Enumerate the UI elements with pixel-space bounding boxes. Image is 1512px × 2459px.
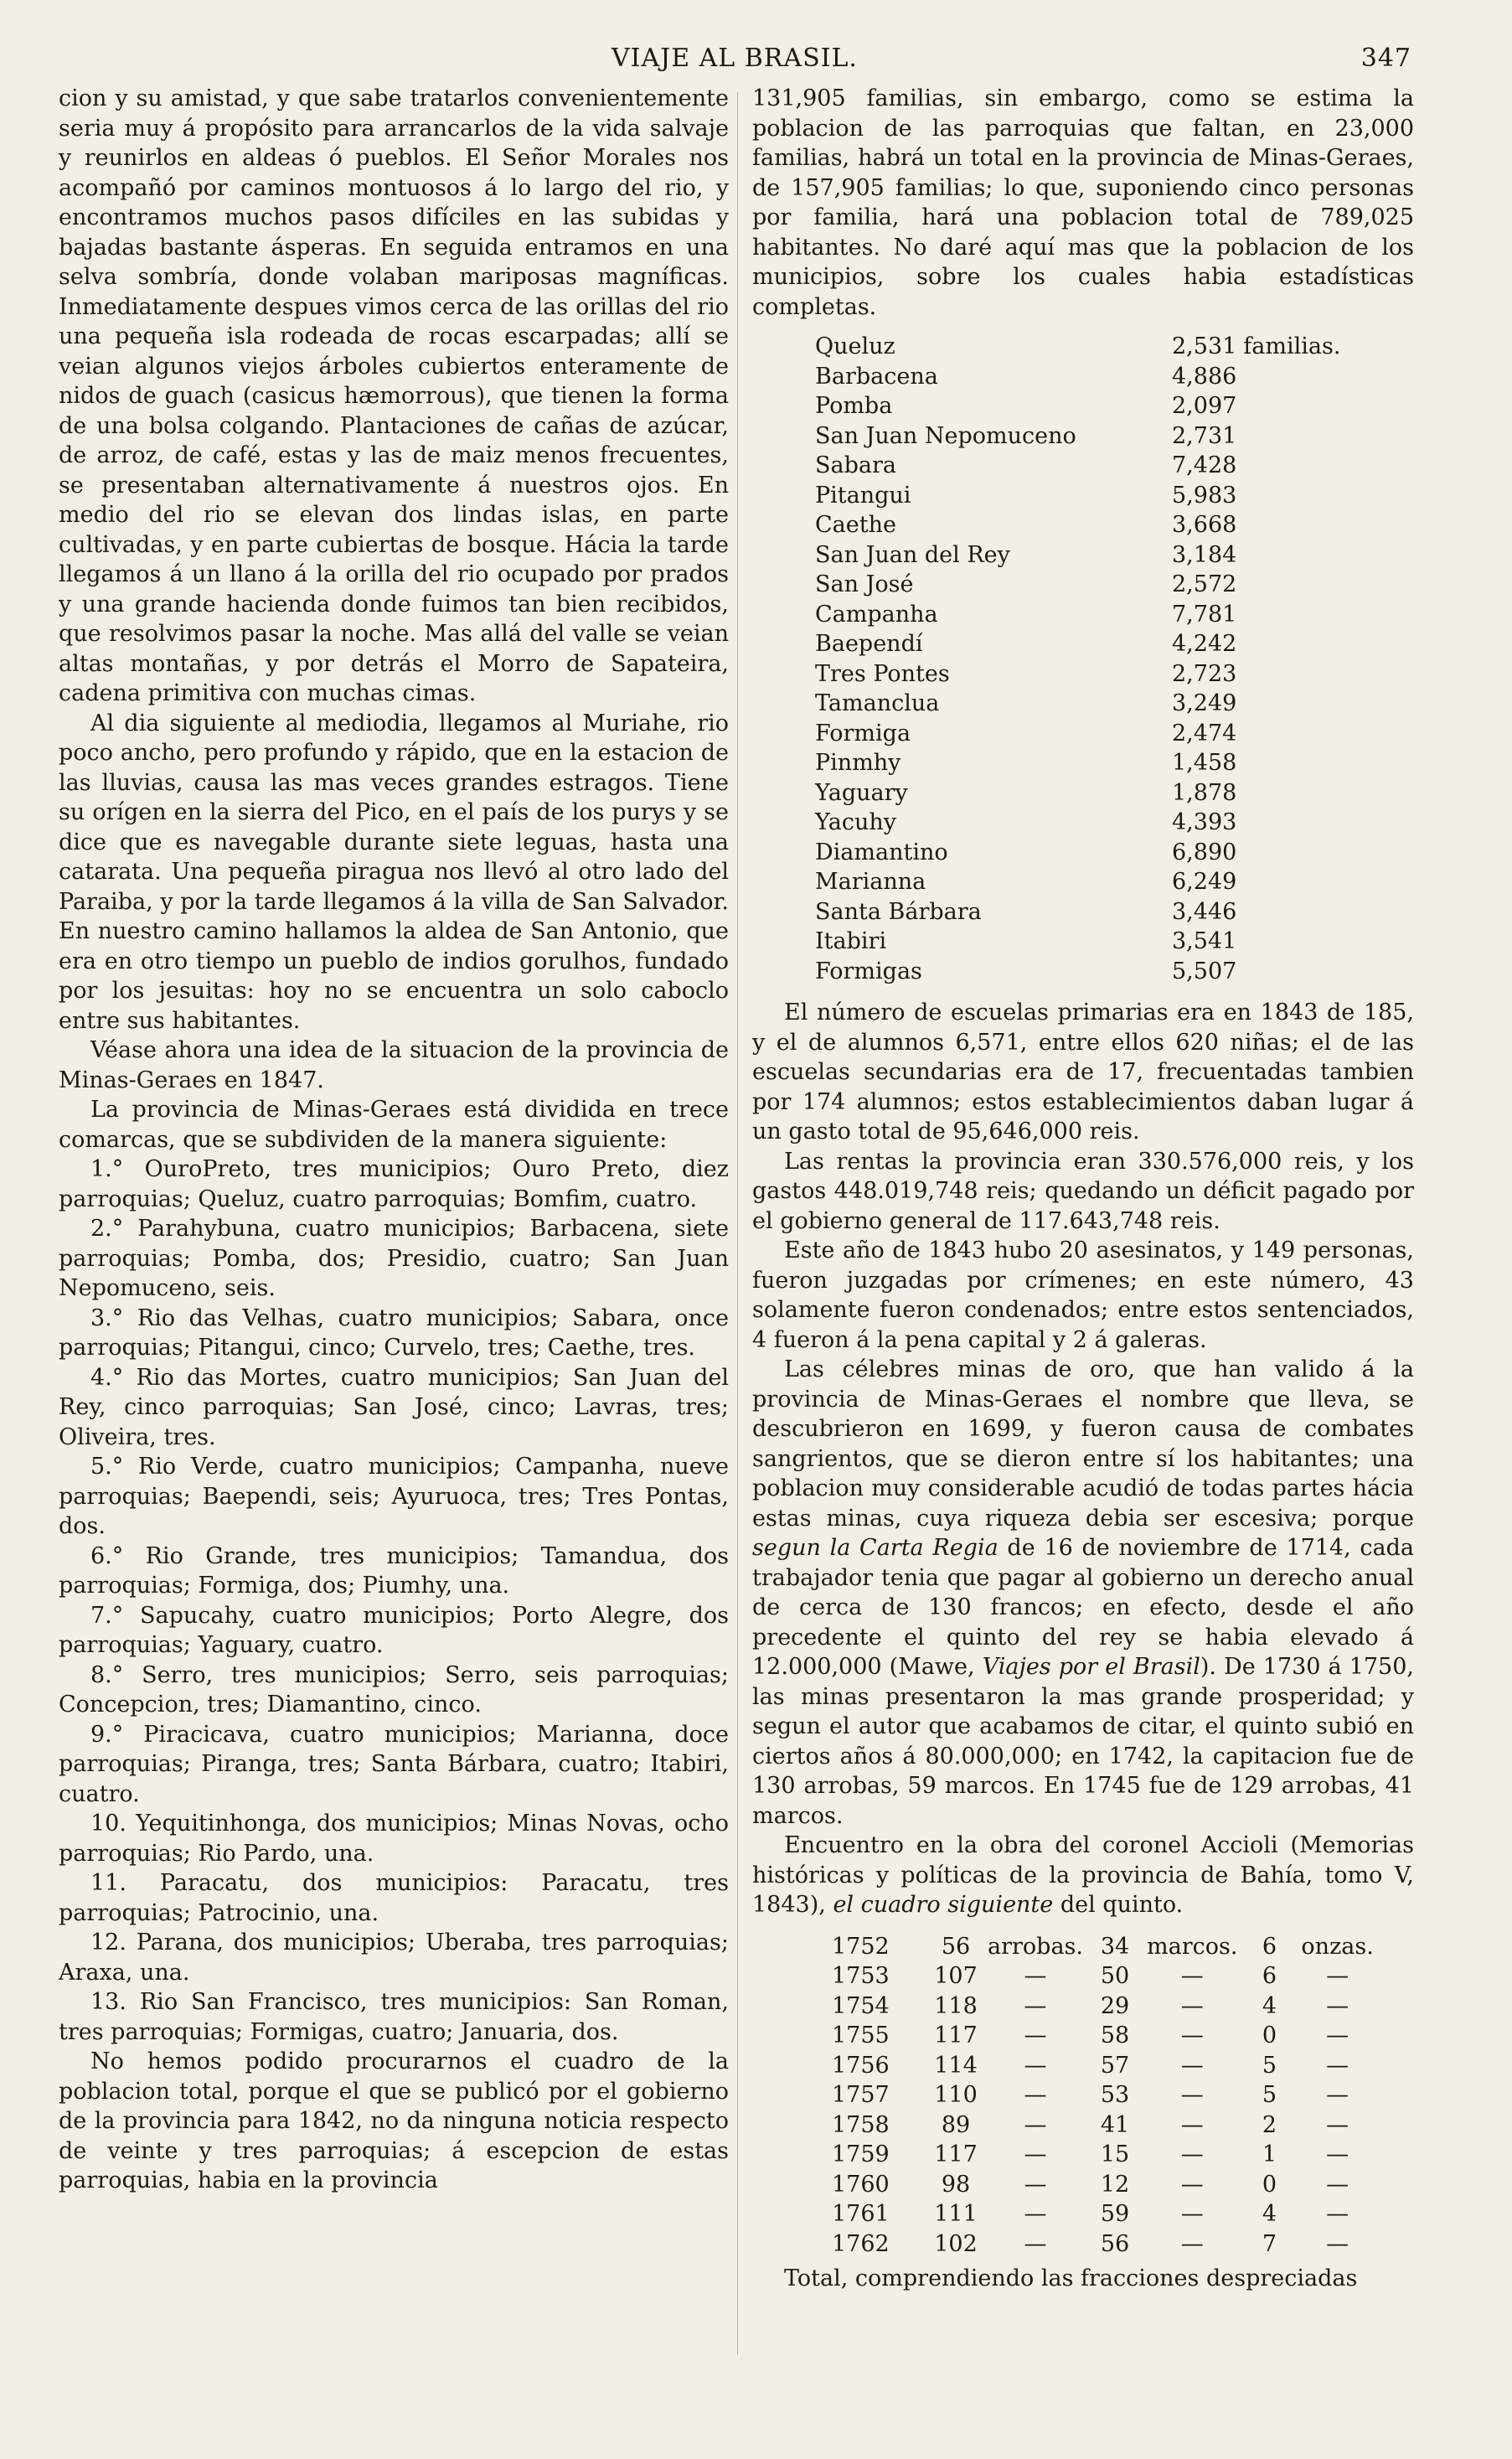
- municipio-row: [815, 362, 1340, 392]
- municipio-families: 4,393: [1172, 809, 1237, 835]
- municipio-name: San Juan Nepomuceno: [815, 422, 1076, 449]
- comarca-item: 2.° Parahybuna, cuatro municipios; Barbacena, siete parroquias; Pomba, dos; Presidio, cuatro; San Juan Nepomuceno, seis.: [59, 1216, 729, 1301]
- municipio-name: Queluz: [815, 333, 895, 359]
- municipio-unit: [1236, 867, 1340, 897]
- marcos-cell: 41: [1100, 2111, 1130, 2138]
- marcos-cell: 58: [1100, 2022, 1130, 2048]
- running-title: VIAJE AL BRASIL.: [612, 44, 858, 73]
- dash-cell: —: [1180, 2082, 1204, 2108]
- arrobas-cell: 117: [934, 2141, 978, 2167]
- arrobas-cell: 118: [934, 1992, 978, 2019]
- municipio-unit: [1236, 481, 1340, 511]
- municipio-name: Itabiri: [815, 928, 887, 954]
- municipio-unit: [1236, 927, 1340, 957]
- marcos-cell: 59: [1100, 2201, 1130, 2227]
- municipio-unit: [1236, 719, 1340, 749]
- paragraph: Este año de 1843 hubo 20 asesinatos, y 149 personas, fueron juzgadas por crímenes; en este número, 43 solamente fueron condenados; entre estos sentenciados, 4 fueron á la pena capital y 2 á galeras.: [752, 1237, 1414, 1353]
- dash-cell: —: [1180, 2201, 1204, 2227]
- unit-cell: arrobas.: [988, 1933, 1083, 1960]
- municipio-unit: [1236, 808, 1340, 838]
- onzas-cell: 4: [1262, 1992, 1277, 2019]
- municipio-row: [815, 838, 1340, 868]
- municipio-families: 6,890: [1172, 839, 1237, 865]
- municipio-row: [815, 897, 1340, 927]
- comarca-item: 11. Paracatu, dos municipios: Paracatu, tres parroquias; Patrocinio, una.: [59, 1870, 729, 1926]
- dash-cell: —: [1180, 2052, 1204, 2079]
- page-header: [59, 44, 1411, 80]
- comarca-item: 7.° Sapucahy, cuatro municipios; Porto Alegre, dos parroquias; Yaguary, cuatro.: [59, 1602, 729, 1658]
- municipio-families: 2,097: [1172, 393, 1237, 419]
- municipio-row: [815, 570, 1340, 600]
- italic-text: segun la Carta Regia: [752, 1535, 999, 1561]
- text-run: Las célebres minas de oro, que han valido á la provincia de Minas-Geraes el nombre que lleva, se descubrieron en 1699, y fueron causa de combates sangrientos, que se dieron entre sí los habitantes; una poblacion muy considerable acudió de todas partes hácia estas minas, cuya riqueza debia ser escesiva; porque: [752, 1356, 1414, 1532]
- arrobas-cell: 111: [934, 2201, 978, 2227]
- municipio-row: [815, 778, 1340, 808]
- dash-cell: —: [1024, 2201, 1047, 2227]
- marcos-cell: 34: [1100, 1933, 1130, 1960]
- unit-cell: onzas.: [1301, 1933, 1374, 1960]
- municipio-row: [815, 808, 1340, 838]
- municipio-unit: familias.: [1243, 333, 1341, 359]
- quinto-row: [832, 1991, 1379, 2022]
- dash-cell: —: [1180, 2230, 1204, 2257]
- municipio-unit: [1236, 629, 1340, 659]
- municipios-table: [815, 332, 1340, 986]
- dash-cell: —: [1024, 2230, 1047, 2257]
- year-cell: 1754: [832, 1992, 890, 2019]
- year-cell: 1753: [832, 1963, 890, 1989]
- marcos-cell: 12: [1100, 2171, 1130, 2198]
- dash-cell: —: [1180, 1963, 1204, 1989]
- municipio-name: Marianna: [815, 869, 926, 895]
- municipio-families: 6,249: [1172, 869, 1237, 895]
- municipio-row: [815, 629, 1340, 659]
- municipio-families: 3,446: [1172, 898, 1237, 925]
- comarca-item: 1.° OuroPreto, tres municipios; Ouro Preto, diez parroquias; Queluz, cuatro parroquias; Bomfim, cuatro.: [59, 1156, 729, 1212]
- dash-cell: —: [1180, 2171, 1204, 2198]
- paragraph: [752, 1831, 1414, 1920]
- dash-cell: —: [1180, 2022, 1204, 2048]
- municipio-families: 7,781: [1172, 601, 1237, 628]
- municipio-families: 3,541: [1172, 928, 1237, 954]
- municipio-name: Formigas: [815, 958, 922, 984]
- left-column: [59, 84, 729, 2196]
- municipio-unit: [1236, 957, 1340, 987]
- comarca-item: 13. Rio San Francisco, tres municipios: San Roman, tres parroquias; Formigas, cuatro; Januaria, dos.: [59, 1989, 729, 2045]
- municipio-name: Diamantino: [815, 839, 948, 865]
- comarca-item: 8.° Serro, tres municipios; Serro, seis parroquias; Concepcion, tres; Diamantino, cinco.: [59, 1661, 729, 1718]
- marcos-cell: 50: [1100, 1963, 1130, 1989]
- dash-cell: —: [1024, 1992, 1047, 2019]
- municipio-row: [815, 927, 1340, 957]
- municipio-families: 1,878: [1172, 779, 1237, 806]
- municipio-row: [815, 421, 1340, 452]
- municipio-name: San Juan del Rey: [815, 541, 1010, 568]
- paragraph: Véase ahora una idea de la situacion de la provincia de Minas-Geraes en 1847.: [59, 1037, 729, 1093]
- dash-cell: —: [1024, 2111, 1047, 2138]
- unit-cell: marcos.: [1147, 1933, 1238, 1960]
- municipio-families: 4,886: [1172, 363, 1237, 390]
- onzas-cell: 6: [1262, 1963, 1277, 1989]
- municipio-row: [815, 391, 1340, 421]
- year-cell: 1755: [832, 2022, 890, 2048]
- municipio-unit: [1236, 689, 1340, 719]
- municipio-name: Santa Bárbara: [815, 898, 982, 925]
- arrobas-cell: 117: [934, 2022, 978, 2048]
- comarca-item: 5.° Rio Verde, cuatro municipios; Campanha, nueve parroquias; Baependi, seis; Ayuruoca, tres; Tres Pontas, dos.: [59, 1454, 729, 1539]
- comarca-item: 4.° Rio das Mortes, cuatro municipios; San Juan del Rey, cinco parroquias; San José, cinco; Lavras, tres; Oliveira, tres.: [59, 1364, 729, 1450]
- dash-cell: —: [1024, 2082, 1047, 2108]
- right-column: [752, 84, 1414, 2294]
- quinto-row: [832, 2110, 1379, 2141]
- marcos-cell: 15: [1100, 2141, 1130, 2167]
- municipio-families: 5,983: [1172, 482, 1237, 509]
- dash-cell: —: [1180, 2111, 1204, 2138]
- municipio-name: Caethe: [815, 512, 896, 538]
- year-cell: 1752: [832, 1933, 890, 1960]
- municipio-name: Barbacena: [815, 363, 938, 390]
- municipio-unit: [1236, 897, 1340, 927]
- municipio-unit: [1236, 391, 1340, 421]
- onzas-cell: 0: [1262, 2171, 1277, 2198]
- marcos-cell: 57: [1100, 2052, 1130, 2079]
- municipio-row: [815, 332, 1340, 362]
- municipio-families: 2,731: [1172, 422, 1237, 449]
- paragraph: La provincia de Minas-Geraes está dividida en trece comarcas, que se subdividen de la manera siguiente:: [59, 1097, 729, 1153]
- text-run: del quinto.: [1060, 1892, 1184, 1918]
- onzas-cell: 7: [1262, 2230, 1277, 2257]
- italic-text: Viajes por el Brasil: [982, 1654, 1200, 1680]
- paragraph: Al dia siguiente al mediodia, llegamos al Muriahe, rio poco ancho, pero profundo y rápido, que en la estacion de las lluvias, causa las mas veces grandes estragos. Tiene su orígen en la sierra del Pico, en el país de los purys y se dice que es navegable durante siete leguas, hasta una catarata. Una pequeña piragua nos llevó al otro lado del Paraiba, y por la tarde llegamos á la villa de San Salvador. En nuestro camino hallamos la aldea de San Antonio, que era en otro tiempo un pueblo de indios gorulhos, fundado por los jesuitas: hoy no se encuentra un solo caboclo entre sus habitantes.: [59, 710, 729, 1034]
- municipio-families: 3,249: [1172, 690, 1237, 716]
- municipio-unit: [1236, 421, 1340, 452]
- marcos-cell: 29: [1100, 1992, 1130, 2019]
- municipio-families: 4,242: [1172, 631, 1237, 657]
- municipio-row: [815, 510, 1340, 540]
- municipio-row: [815, 719, 1340, 749]
- paragraph: [752, 1355, 1414, 1831]
- municipio-row: [815, 957, 1340, 987]
- municipio-unit: [1236, 510, 1340, 540]
- dash-cell: —: [1024, 2171, 1047, 2198]
- onzas-cell: 6: [1262, 1933, 1277, 1960]
- dash-cell: —: [1326, 1992, 1349, 2019]
- quinto-row: [832, 1932, 1379, 1962]
- year-cell: 1757: [832, 2082, 890, 2108]
- municipio-families: 2,572: [1172, 571, 1237, 597]
- quinto-row: [832, 2051, 1379, 2081]
- arrobas-cell: 98: [941, 2171, 971, 2198]
- municipio-name: San José: [815, 571, 914, 597]
- municipio-row: [815, 748, 1340, 778]
- quinto-row: [832, 2229, 1379, 2260]
- municipio-name: Pitangui: [815, 482, 911, 509]
- municipio-families: 3,668: [1172, 512, 1237, 538]
- municipio-families: 2,531: [1172, 333, 1237, 359]
- onzas-cell: 5: [1262, 2082, 1277, 2108]
- italic-text: el cuadro siguiente: [833, 1892, 1054, 1918]
- municipio-row: [815, 867, 1340, 897]
- municipio-name: Campanha: [815, 601, 938, 628]
- onzas-cell: 1: [1262, 2141, 1277, 2167]
- onzas-cell: 2: [1262, 2111, 1277, 2138]
- year-cell: 1762: [832, 2230, 890, 2257]
- municipio-families: 5,507: [1172, 958, 1237, 984]
- quinto-row: [832, 2140, 1379, 2170]
- municipio-families: 2,474: [1172, 720, 1237, 746]
- municipio-name: Pomba: [815, 393, 893, 419]
- paragraph: No hemos podido procurarnos el cuadro de la poblacion total, porque el que se publicó por el gobierno de la provincia para 1842, no da ninguna noticia respecto de veinte y tres parroquias; á escepcion de estas parroquias, habia en la provincia: [59, 2048, 729, 2193]
- municipio-name: Tres Pontes: [815, 660, 950, 687]
- year-cell: 1761: [832, 2201, 890, 2227]
- comarca-item: 10. Yequitinhonga, dos municipios; Minas Novas, ocho parroquias; Rio Pardo, una.: [59, 1811, 729, 1867]
- quinto-row: [832, 2170, 1379, 2200]
- municipio-families: 2,723: [1172, 660, 1237, 687]
- municipio-name: Pinmhy: [815, 750, 901, 776]
- dash-cell: —: [1024, 2022, 1047, 2048]
- quinto-row: [832, 2080, 1379, 2110]
- comarca-item: 12. Parana, dos municipios; Uberaba, tres parroquias; Araxa, una.: [59, 1929, 729, 1986]
- municipio-unit: [1236, 600, 1340, 630]
- marcos-cell: 56: [1100, 2230, 1130, 2257]
- municipio-unit: [1236, 778, 1340, 808]
- comarca-item: 3.° Rio das Velhas, cuatro municipios; Sabara, once parroquias; Pitangui, cinco; Curvelo, tres; Caethe, tres.: [59, 1304, 729, 1361]
- dash-cell: —: [1326, 2082, 1349, 2108]
- text-run: ). De 1730 á 1750, las minas presentaron la mas grande prosperidad; y segun el autor que acabamos de citar, el quinto subió en ciertos años á 80.000,000; en 1742, la capitacion fue de 130 arrobas, 59 marcos. En 1745 fue de 129 arrobas, 41 marcos.: [752, 1654, 1414, 1829]
- municipio-row: [815, 600, 1340, 630]
- dash-cell: —: [1326, 2171, 1349, 2198]
- page-number: 347: [1360, 44, 1411, 73]
- dash-cell: —: [1180, 1992, 1204, 2019]
- arrobas-cell: 114: [934, 2052, 978, 2079]
- municipio-unit: [1236, 451, 1340, 481]
- dash-cell: —: [1180, 2141, 1204, 2167]
- dash-cell: —: [1326, 2230, 1349, 2257]
- municipio-unit: [1236, 659, 1340, 690]
- onzas-cell: 4: [1262, 2201, 1277, 2227]
- arrobas-cell: 89: [941, 2111, 971, 2138]
- dash-cell: —: [1024, 2141, 1047, 2167]
- dash-cell: —: [1326, 2022, 1349, 2048]
- comarca-item: 6.° Rio Grande, tres municipios; Tamandua, dos parroquias; Formiga, dos; Piumhy, una.: [59, 1542, 729, 1599]
- municipio-unit: [1236, 748, 1340, 778]
- paragraph: El número de escuelas primarias era en 1843 de 185, y el de alumnos 6,571, entre ellos 620 niñas; el de las escuelas secundarias era de 17, frecuentadas tambien por 174 alumnos; estos establecimientos daban lugar á un gasto total de 95,646,000 reis.: [752, 1000, 1414, 1144]
- marcos-cell: 53: [1100, 2082, 1130, 2108]
- municipio-row: [815, 540, 1340, 571]
- comarca-item: 9.° Piracicava, cuatro municipios; Marianna, doce parroquias; Piranga, tres; Santa Bárbara, cuatro; Itabiri, cuatro.: [59, 1721, 729, 1807]
- municipio-families: 3,184: [1172, 541, 1237, 568]
- municipio-name: Yacuhy: [815, 809, 896, 835]
- quinto-row: [832, 2199, 1379, 2229]
- paragraph: cion y su amistad, y que sabe tratarlos convenientemente seria muy á propósito para arrancarlos de la vida salvaje y reunirlos en aldeas ó pueblos. El Señor Morales nos acompañó por caminos montuosos á lo largo del rio, y encontramos muchos pasos difíciles en las subidas y bajadas bastante ásperas. En seguida entramos en una selva sombría, donde volaban mariposas magníficas. Inmediatamente despues vimos cerca de las orillas del rio una pequeña isla rodeada de rocas escarpadas; allí se veian algunos viejos árboles cubiertos enteramente de nidos de guach (casicus hæmorrous), que tienen la forma de una bolsa colgando. Plantaciones de cañas de azúcar, de arroz, de café, estas y las de maiz menos frecuentes, se presentaban alternativamente á nuestros ojos. En medio del rio se elevan dos lindas islas, en parte cultivadas, y en parte cubiertas de bosque. Hácia la tarde llegamos á un llano á la orilla del rio ocupado por prados y una grande hacienda donde fuimos tan bien recibidos, que resolvimos pasar la noche. Mas allá del valle se veian altas montañas, y por detrás el Morro de Sapateira, cadena primitiva con muchas cimas.: [59, 85, 729, 706]
- municipio-unit: [1236, 838, 1340, 868]
- year-cell: 1758: [832, 2111, 890, 2138]
- arrobas-cell: 110: [934, 2082, 978, 2108]
- municipio-name: Tamanclua: [815, 690, 940, 716]
- quinto-table: [832, 1932, 1379, 2260]
- municipio-unit: [1236, 362, 1340, 392]
- year-cell: 1756: [832, 2052, 890, 2079]
- onzas-cell: 5: [1262, 2052, 1277, 2079]
- paragraph: 131,905 familias, sin embargo, como se estima la poblacion de las parroquias que faltan, en 23,000 familias, habrá un total en la provincia de Minas-Geraes, de 157,905 familias; lo que, suponiendo cinco personas por familia, hará una poblacion total de 789,025 habitantes. No daré aquí mas que la poblacion de los municipios, sobre los cuales habia estadísticas completas.: [752, 85, 1414, 320]
- municipio-families: 7,428: [1172, 452, 1237, 478]
- dash-cell: —: [1326, 1963, 1349, 1989]
- dash-cell: —: [1024, 2052, 1047, 2079]
- paragraph: Total, comprendiendo las fracciones despreciadas: [784, 2265, 1358, 2291]
- municipio-row: [815, 659, 1340, 690]
- municipio-row: [815, 451, 1340, 481]
- arrobas-cell: 56: [941, 1933, 971, 1960]
- column-divider: [737, 92, 738, 2354]
- onzas-cell: 0: [1262, 2022, 1277, 2048]
- dash-cell: —: [1326, 2052, 1349, 2079]
- dash-cell: —: [1326, 2141, 1349, 2167]
- arrobas-cell: 102: [934, 2230, 978, 2257]
- quinto-row: [832, 1961, 1379, 1991]
- year-cell: 1759: [832, 2141, 890, 2167]
- municipio-row: [815, 481, 1340, 511]
- municipio-families: 1,458: [1172, 750, 1237, 776]
- municipio-name: Baependí: [815, 631, 923, 657]
- municipio-name: Formiga: [815, 720, 911, 746]
- municipio-unit: [1236, 540, 1340, 571]
- dash-cell: —: [1024, 1963, 1047, 1989]
- municipio-name: Sabara: [815, 452, 896, 478]
- quinto-row: [832, 2021, 1379, 2051]
- paragraph: Las rentas la provincia eran 330.576,000 reis, y los gastos 448.019,748 reis; quedando un déficit pagado por el gobierno general de 117.643,748 reis.: [752, 1148, 1414, 1234]
- arrobas-cell: 107: [934, 1963, 978, 1989]
- text-run: Encuentro en la obra del coronel Accioli (Memorias históricas y políticas de la provincia de Bahía, tomo V, 1843),: [752, 1832, 1414, 1918]
- dash-cell: —: [1326, 2201, 1349, 2227]
- text-run: de 16 de noviembre de 1714, cada trabajador tenia que pagar al gobierno un derecho anual de cerca de 130 francos; en efecto, desde el año precedente el quinto del rey se habia elevado á 12.000,000 (Mawe,: [752, 1535, 1414, 1680]
- municipio-row: [815, 689, 1340, 719]
- municipio-unit: [1236, 570, 1340, 600]
- municipio-name: Yaguary: [815, 779, 908, 806]
- dash-cell: —: [1326, 2111, 1349, 2138]
- year-cell: 1760: [832, 2171, 890, 2198]
